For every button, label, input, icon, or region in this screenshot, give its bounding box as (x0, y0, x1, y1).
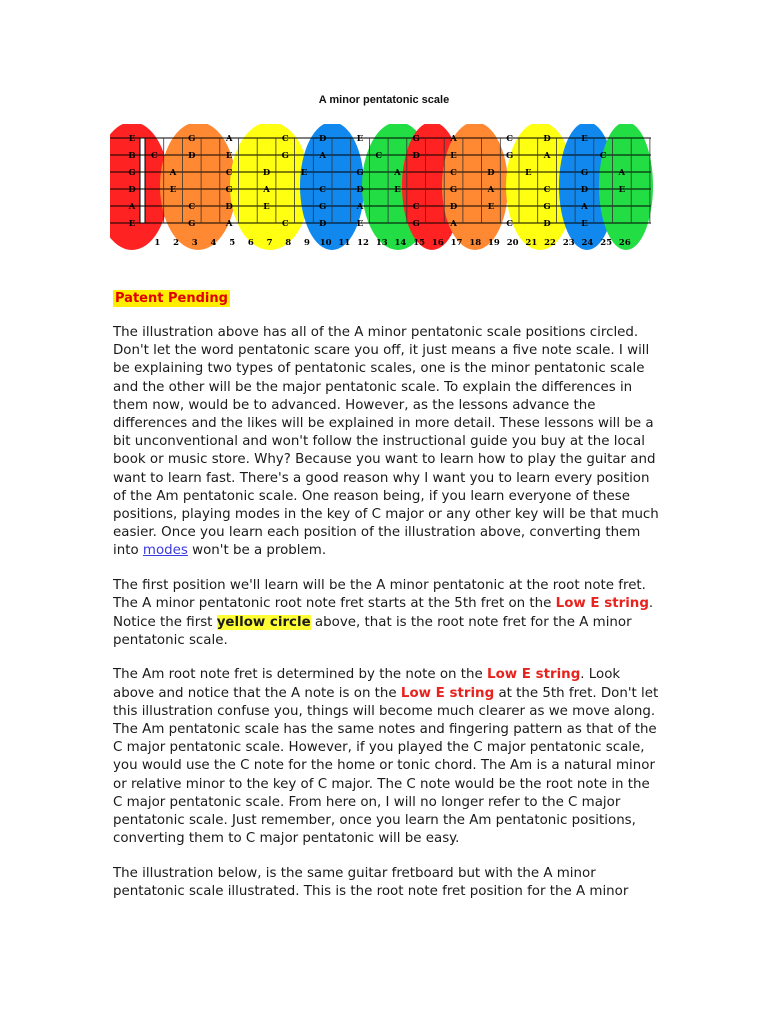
position-zone-yellow (230, 124, 310, 250)
fret-number: 17 (450, 238, 463, 248)
fret-number: 5 (229, 238, 236, 248)
note-label: A (225, 134, 233, 144)
note-label: D (543, 134, 551, 144)
note-label: A (618, 168, 626, 178)
fretboard-diagram (110, 124, 654, 254)
fret-number: 14 (394, 238, 407, 248)
note-label: C (412, 202, 420, 212)
note-label: A (263, 185, 270, 195)
note-label: A (450, 219, 457, 229)
patent-pending-label: Patent Pending (115, 291, 228, 306)
note-label: G (356, 168, 364, 178)
note-label: A (169, 168, 177, 178)
note-label: D (356, 185, 364, 195)
note-label: D (225, 202, 233, 212)
note-label: G (580, 168, 589, 178)
note-label: A (356, 202, 364, 212)
note-label: G (449, 185, 458, 195)
note-label: C (281, 219, 289, 229)
fret-number: 3 (191, 238, 198, 248)
note-label: G (543, 202, 551, 212)
note-label: C (375, 151, 383, 161)
note-label: D (487, 168, 495, 178)
fret-number: 20 (506, 238, 519, 248)
fret-number: 10 (319, 238, 332, 248)
fret-number: 12 (357, 238, 369, 248)
note-label: A (543, 151, 551, 161)
note-label: E (487, 202, 495, 212)
note-label: D (262, 168, 271, 178)
note-label: G (281, 151, 289, 161)
low-e-string-highlight: Low E string (487, 667, 581, 683)
paragraph-root-note: The Am root note fret is determined by the note on the Low E string. Look above and notice that the A note is on the Low E string at the 5th fret. Don't let this illustration confuse you, things will become much clearer as we move along. The Am pentatonic scale has the same notes and fingering pattern as that of the C major pentatonic scale. However, if you played the C major pentatonic scale, you would use the C note for the home or tonic chord. The Am is a natural minor or relative minor to the key of C major. The C note would be the root note in the C major pentatonic scale. From here on, I will no longer refer to the C major pentatonic scale. Just remember, once you learn the Am pentatonic positions, converting them to C major pentatonic will be easy. (113, 667, 659, 847)
open-note-label: B (128, 151, 136, 161)
note-label: D (580, 185, 589, 195)
note-label: E (581, 219, 588, 229)
fret-number: 26 (618, 238, 631, 248)
note-label: A (225, 219, 233, 229)
fret-number: 23 (562, 238, 575, 248)
note-label: D (318, 134, 327, 144)
note-label: G (225, 185, 233, 195)
note-label: G (188, 219, 196, 229)
open-note-label: E (128, 134, 136, 144)
note-label: C (506, 134, 514, 144)
open-note-label: D (128, 185, 136, 195)
fret-number: 4 (210, 238, 217, 248)
open-note-label: G (128, 168, 136, 178)
note-label: C (506, 219, 514, 229)
paragraph-first-position: The first position we'll learn will be the A minor pentatonic at the root note fret. The A minor pentatonic root note fret starts at the 5th fret on the Low E string. Notice the first yellow circle above, that is the root note fret for the A minor pentatonic scale. (113, 578, 654, 648)
note-label: C (543, 185, 551, 195)
fret-number: 24 (581, 238, 594, 248)
paragraph-illustration-below: The illustration below, is the same guitar fretboard but with the A minor pentatonic scale illustrated. This is the root note fret position for the A minor (113, 865, 629, 900)
note-label: D (188, 151, 196, 161)
yellow-circle-highlight: yellow circle (216, 614, 311, 630)
fret-number: 18 (469, 238, 482, 248)
note-label: E (169, 185, 177, 195)
note-label: C (450, 168, 457, 178)
note-label: A (394, 168, 401, 178)
position-zone-green (599, 124, 653, 250)
fret-number: 9 (303, 238, 310, 248)
fret-number: 16 (431, 238, 444, 248)
open-note-label: A (128, 202, 136, 212)
note-label: G (412, 219, 420, 229)
note-label: E (356, 219, 364, 229)
note-label: C (150, 151, 158, 161)
fret-number: 1 (154, 238, 161, 248)
note-label: E (356, 134, 364, 144)
article-body (113, 287, 659, 918)
note-label: A (581, 202, 588, 212)
fret-number: 8 (285, 238, 292, 248)
note-label: E (300, 168, 308, 178)
note-label: A (319, 151, 326, 161)
fret-number: 15 (413, 238, 426, 248)
low-e-string-highlight: Low E string (400, 685, 495, 701)
note-label: A (487, 185, 495, 195)
fret-number: 13 (375, 238, 388, 248)
nut (140, 138, 145, 223)
fret-number: 11 (338, 238, 351, 248)
note-label: D (318, 219, 327, 229)
note-label: G (319, 202, 327, 212)
paragraph-intro: The illustration above has all of the A minor pentatonic scale positions circled. Don't let the word pentatonic scare you off, it just means a five note scale. I will be explaining two types of pentatonic scales, one is the minor pentatonic scale and the other will be the major pentatonic scale. To explain the differences in them now, would be to advanced. However, as the lessons advance the differences and the likes will be explained in more detail. These lessons will be a bit unconventional and won't follow the instructional guide you buy at the local book or music store. Why? Because you want to learn how to play the guitar and want to learn fast. There's a good reason why I want you to learn every position of the Am pentatonic scale. One reason being, if you learn everyone of these positions, playing modes in the key of C major or any other key will be that much easier. Once you learn each position of the illustration above, converting them into modes won't be a problem. (113, 325, 659, 559)
note-label: G (412, 134, 420, 144)
note-label: E (618, 185, 626, 195)
page-title: A minor pentatonic scale (318, 94, 450, 106)
note-label: D (449, 202, 458, 212)
fret-number: 21 (525, 238, 538, 248)
note-label: C (319, 185, 327, 195)
note-label: E (225, 151, 233, 161)
note-label: D (543, 219, 551, 229)
note-label: C (281, 134, 289, 144)
note-label: E (581, 134, 588, 144)
note-label: E (525, 168, 532, 178)
note-label: E (450, 151, 457, 161)
note-label: C (188, 202, 196, 212)
modes-link[interactable]: modes (142, 543, 188, 559)
fret-number: 6 (247, 238, 254, 248)
open-note-label: E (128, 219, 136, 229)
note-label: G (188, 134, 196, 144)
note-label: C (225, 168, 233, 178)
note-label: G (506, 151, 514, 161)
fret-number: 22 (544, 238, 556, 248)
note-label: C (599, 151, 607, 161)
note-label: E (263, 202, 270, 212)
note-label: E (394, 185, 401, 195)
fret-number: 19 (488, 238, 500, 248)
fret-number: 2 (173, 238, 180, 248)
fret-number: 7 (266, 238, 273, 248)
note-label: D (412, 151, 420, 161)
note-label: A (450, 134, 457, 144)
fret-number: 25 (600, 238, 613, 248)
low-e-string-highlight: Low E string (555, 596, 649, 612)
